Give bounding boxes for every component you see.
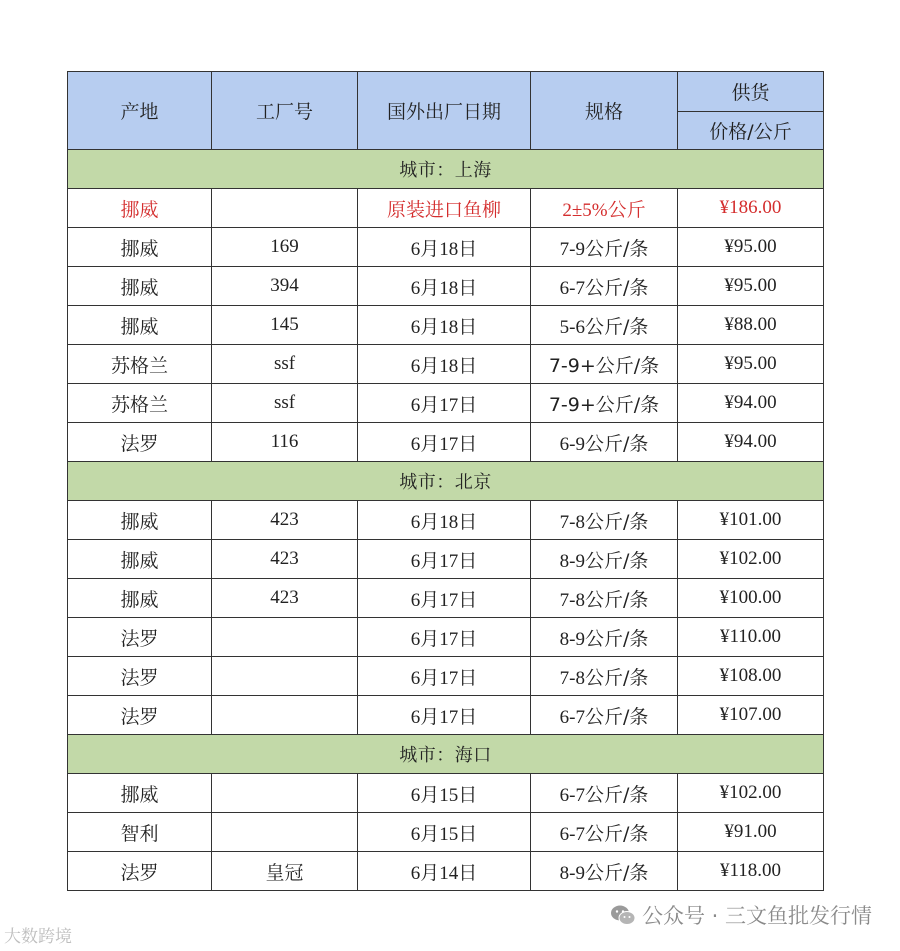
table-row xyxy=(68,345,824,384)
cell-spec: 7-8公斤/条 xyxy=(531,657,678,696)
cell-date: 6月17日 xyxy=(358,540,531,579)
cell-spec: 2±5%公斤 xyxy=(531,189,678,228)
cell-factory: 423 xyxy=(212,579,358,618)
table-row xyxy=(68,189,824,228)
watermark-left-text: 大数跨境 xyxy=(4,927,72,947)
table-row xyxy=(68,696,824,735)
city-label: 城市：海口 xyxy=(68,735,824,774)
cell-spec: 5-6公斤/条 xyxy=(531,306,678,345)
cell-price: ¥118.00 xyxy=(678,852,824,891)
table-row xyxy=(68,579,824,618)
cell-factory xyxy=(212,696,358,735)
cell-origin: 苏格兰 xyxy=(68,384,212,423)
price-table xyxy=(67,71,824,891)
cell-factory xyxy=(212,813,358,852)
watermark-left xyxy=(4,922,72,947)
cell-price: ¥186.00 xyxy=(678,189,824,228)
table-row xyxy=(68,618,824,657)
header-origin: 产地 xyxy=(68,72,212,150)
cell-origin: 挪威 xyxy=(68,774,212,813)
cell-spec: 6-7公斤/条 xyxy=(531,267,678,306)
header-supply: 供货 xyxy=(678,72,824,112)
cell-spec: 8-9公斤/条 xyxy=(531,540,678,579)
cell-spec: 6-7公斤/条 xyxy=(531,696,678,735)
table-row xyxy=(68,852,824,891)
cell-factory: 169 xyxy=(212,228,358,267)
cell-factory xyxy=(212,618,358,657)
cell-price: ¥110.00 xyxy=(678,618,824,657)
cell-price: ¥94.00 xyxy=(678,384,824,423)
table-row xyxy=(68,423,824,462)
cell-date: 原装进口鱼柳 xyxy=(358,189,531,228)
cell-spec: 6-7公斤/条 xyxy=(531,813,678,852)
cell-factory: ssf xyxy=(212,345,358,384)
table-row xyxy=(68,501,824,540)
cell-date: 6月17日 xyxy=(358,579,531,618)
cell-date: 6月15日 xyxy=(358,813,531,852)
cell-origin: 挪威 xyxy=(68,540,212,579)
cell-factory: 394 xyxy=(212,267,358,306)
cell-spec: 7-8公斤/条 xyxy=(531,579,678,618)
cell-date: 6月18日 xyxy=(358,345,531,384)
cell-origin: 苏格兰 xyxy=(68,345,212,384)
table-body xyxy=(68,150,824,891)
city-row xyxy=(68,735,824,774)
cell-spec: 6-7公斤/条 xyxy=(531,774,678,813)
cell-spec: 7-8公斤/条 xyxy=(531,501,678,540)
cell-spec: 8-9公斤/条 xyxy=(531,618,678,657)
header-date: 国外出厂日期 xyxy=(358,72,531,150)
cell-factory: ssf xyxy=(212,384,358,423)
cell-origin: 法罗 xyxy=(68,423,212,462)
cell-factory: 423 xyxy=(212,501,358,540)
cell-factory xyxy=(212,189,358,228)
watermark-right xyxy=(610,900,872,930)
cell-date: 6月17日 xyxy=(358,384,531,423)
cell-factory: 116 xyxy=(212,423,358,462)
cell-spec: 8-9公斤/条 xyxy=(531,852,678,891)
cell-date: 6月18日 xyxy=(358,228,531,267)
table-row xyxy=(68,228,824,267)
cell-price: ¥102.00 xyxy=(678,774,824,813)
table-row xyxy=(68,306,824,345)
cell-factory xyxy=(212,657,358,696)
cell-date: 6月15日 xyxy=(358,774,531,813)
cell-spec: 7-9+公斤/条 xyxy=(531,384,678,423)
watermark-right-text: 公众号 · 三文鱼批发行情 xyxy=(641,904,872,928)
cell-origin: 法罗 xyxy=(68,696,212,735)
cell-origin: 挪威 xyxy=(68,306,212,345)
cell-price: ¥95.00 xyxy=(678,345,824,384)
cell-date: 6月17日 xyxy=(358,696,531,735)
cell-price: ¥88.00 xyxy=(678,306,824,345)
cell-date: 6月17日 xyxy=(358,423,531,462)
cell-origin: 挪威 xyxy=(68,501,212,540)
cell-spec: 7-9公斤/条 xyxy=(531,228,678,267)
cell-date: 6月18日 xyxy=(358,501,531,540)
city-label: 城市：北京 xyxy=(68,462,824,501)
table-row xyxy=(68,657,824,696)
cell-spec: 7-9+公斤/条 xyxy=(531,345,678,384)
cell-price: ¥101.00 xyxy=(678,501,824,540)
cell-price: ¥94.00 xyxy=(678,423,824,462)
cell-origin: 挪威 xyxy=(68,267,212,306)
table-row xyxy=(68,267,824,306)
table-row xyxy=(68,774,824,813)
cell-date: 6月17日 xyxy=(358,618,531,657)
cell-date: 6月18日 xyxy=(358,267,531,306)
cell-date: 6月18日 xyxy=(358,306,531,345)
city-label: 城市：上海 xyxy=(68,150,824,189)
cell-factory: 423 xyxy=(212,540,358,579)
cell-origin: 智利 xyxy=(68,813,212,852)
city-row xyxy=(68,462,824,501)
cell-origin: 法罗 xyxy=(68,618,212,657)
city-row xyxy=(68,150,824,189)
cell-origin: 法罗 xyxy=(68,657,212,696)
cell-price: ¥100.00 xyxy=(678,579,824,618)
cell-price: ¥102.00 xyxy=(678,540,824,579)
cell-origin: 挪威 xyxy=(68,579,212,618)
cell-date: 6月17日 xyxy=(358,657,531,696)
table-header xyxy=(68,72,824,150)
cell-price: ¥95.00 xyxy=(678,228,824,267)
cell-price: ¥107.00 xyxy=(678,696,824,735)
cell-factory: 皇冠 xyxy=(212,852,358,891)
cell-spec: 6-9公斤/条 xyxy=(531,423,678,462)
table-row xyxy=(68,540,824,579)
cell-factory: 145 xyxy=(212,306,358,345)
cell-price: ¥91.00 xyxy=(678,813,824,852)
table-row xyxy=(68,813,824,852)
cell-price: ¥108.00 xyxy=(678,657,824,696)
cell-origin: 挪威 xyxy=(68,189,212,228)
table-row xyxy=(68,384,824,423)
wechat-icon xyxy=(610,904,636,926)
header-price: 价格/公斤 xyxy=(678,112,824,150)
cell-origin: 挪威 xyxy=(68,228,212,267)
header-spec: 规格 xyxy=(531,72,678,150)
cell-origin: 法罗 xyxy=(68,852,212,891)
cell-date: 6月14日 xyxy=(358,852,531,891)
header-factory: 工厂号 xyxy=(212,72,358,150)
cell-factory xyxy=(212,774,358,813)
cell-price: ¥95.00 xyxy=(678,267,824,306)
